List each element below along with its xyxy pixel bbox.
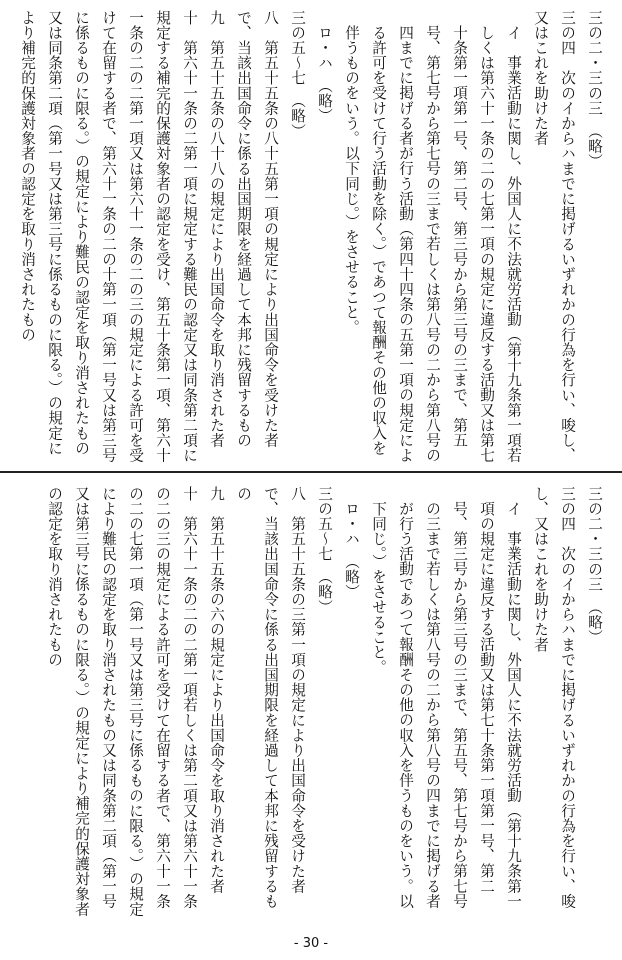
para-item-8: 八 第五十五条の八十五第一項の規定により出国命令を受けた者で、当該出国命令に係る出国期限を経過して本邦に残留するもの [235,10,279,448]
para-item-3-5: 三の五〜七 （略） [289,10,306,139]
para-item-9: 九 第五十五条の八十八の規定により出国命令を取り消された者 [208,10,225,448]
para-item-10: 十 第六十一条の二第一項に規定する難民の認定又は同条第二項に規定する補完的保護対象者の認定を受け、第五十条第一項、第六十一条の二の二第一項又は第六十一条の二の三の規定による許可を受けて在留する者で、第六十一条の二の十第一項（第一号又は第三号に係るものに限る。）の規定により難民の認定を取り消されたもの又は同条第二項（第一号又は第三号に係るものに限る。）の規定により補完的保護対象者の認定を取り消されたもの [19,10,198,463]
section-divider [0,471,622,473]
revised-text-section [14,10,608,464]
page-number: - 30 - [293,936,329,951]
para-sub-i: イ 事業活動に関し、外国人に不法就労活動（第十九条第一項若しくは第六十一条の二の七第一項の規定に違反する活動又は第七十条第一項第一号、第二号、第三号から第三号の三まで、第五号、第七号から第七号の三まで若しくは第八号の二から第八号の四までに掲げる者が行う活動（第四十四条の五第一項の規定による許可を受けて行う活動を除く。）であつて報酬その他の収入を伴うものをいう。以下同じ。）をさせること。 [343,24,522,463]
para-item-9: 九 第五十五条の六の規定により出国命令を取り消された者 [208,486,225,894]
para-sub-ro-ha: ロ・ハ （略） [343,500,360,599]
para-item-3-4: 三の四 次のイからハまでに掲げるいずれかの行為を行い、唆し、又はこれを助けた者 [532,10,576,463]
para-item-3-2: 三の二・三の三 （略） [586,486,603,645]
current-text-section [14,486,608,920]
para-item-10: 十 第六十一条の二の二第一項若しくは第二項又は第六十一条の二の三の規定による許可を受けて在留する者で、第六十一条の二の七第一項（第一号又は第三号に係るものに限る。）の規定により難民の認定を取り消されたもの又は同条第二項（第一号又は第三号に係るものに限る。）の規定により補完的保護対象者の認定を取り消されたもの [46,486,198,917]
para-item-3-5: 三の五〜七 （略） [316,486,333,615]
para-item-3-4: 三の四 次のイからハまでに掲げるいずれかの行為を行い、唆し、又はこれを助けた者 [532,486,576,909]
para-sub-ro-ha: ロ・ハ （略） [316,24,333,123]
para-sub-i: イ 事業活動に関し、外国人に不法就労活動（第十九条第一項の規定に違反する活動又は第七十条第一項第一号、第二号、第三号から第三号の三まで、第五号、第七号から第七号の三まで若しくは第八号の二から第八号の四までに掲げる者が行う活動であつて報酬その他の収入を伴うものをいう。以下同じ。）をさせること。 [370,500,522,909]
current-text-column [14,486,608,920]
para-item-8: 八 第五十五条の三第一項の規定により出国命令を受けた者で、当該出国命令に係る出国期限を経過して本邦に残留するもの [235,486,306,909]
revised-text-column [14,10,608,464]
para-item-3-2: 三の二・三の三 （略） [586,10,603,169]
